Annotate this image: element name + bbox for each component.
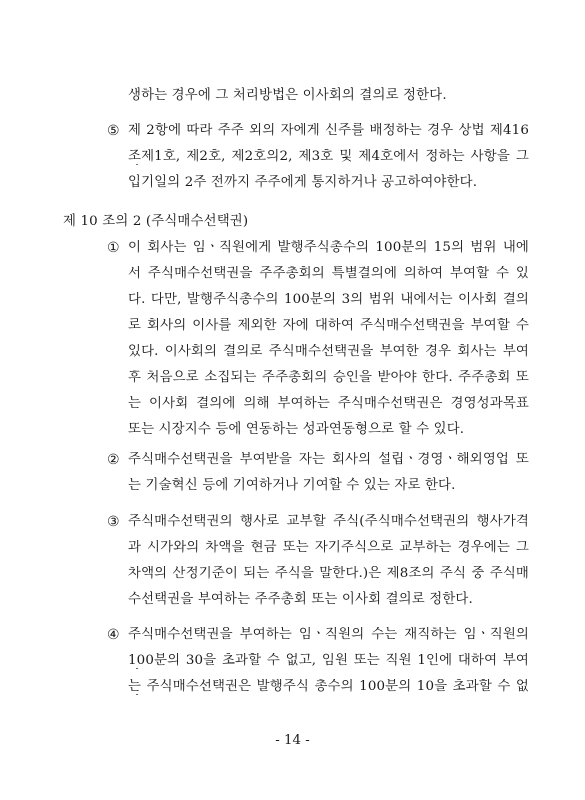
paragraph-line: 있다. 이사회의 결의로 주식매수선택권을 부여한 경우 회사는 부여 bbox=[128, 344, 529, 359]
paragraph-line: 후 처음으로 소집되는 주주총회의 승인을 받아야 한다. 주주총회 또 bbox=[128, 370, 529, 385]
paragraph-line: 주식매수선택권을 부여하는 임ㆍ직원의 수는 재직하는 임ㆍ직원의 bbox=[128, 627, 529, 642]
paragraph-line: 이 회사는 임ㆍ직원에게 발행주식총수의 100분의 15의 범위 내에 bbox=[128, 240, 529, 255]
paragraph-line: 는 이사회 결의에 의해 부여하는 주식매수선택권은 경영성과목표 bbox=[128, 396, 529, 411]
paragraph-line: 제 2항에 따라 주주 외의 자에게 신주를 배정하는 경우 상법 제416 bbox=[128, 123, 529, 138]
clause-number: ③ bbox=[107, 514, 120, 530]
paragraph-line: 로 회사의 이사를 제외한 자에 대하여 주식매수선택권을 부여할 수 bbox=[128, 318, 529, 333]
paragraph-line: 서 주식매수선택권을 주주총회의 특별결의에 의하여 부여할 수 있 bbox=[128, 266, 529, 281]
paragraph-line: 생하는 경우에 그 처리방법은 이사회의 결의로 정한다. bbox=[128, 88, 447, 103]
paragraph-line: 주식매수선택권의 행사로 교부할 주식(주식매수선택권의 행사가격 bbox=[128, 514, 529, 529]
clause-number: ② bbox=[107, 452, 120, 468]
clause-number: ④ bbox=[107, 627, 120, 643]
paragraph-line: 과 시가와의 차액을 현금 또는 자기주식으로 교부하는 경우에는 그 bbox=[128, 540, 529, 555]
clause-number: ① bbox=[107, 240, 120, 256]
paragraph-line: 조제1호, 제2호, 제2호의2, 제3호 및 제4호에서 정하는 사항을 그 bbox=[128, 149, 529, 164]
paragraph-line: 다. 다만, 발행주식총수의 100분의 3의 범위 내에서는 이사회 결의 bbox=[128, 292, 529, 307]
paragraph-line: 입기일의 2주 전까지 주주에게 통지하거나 공고하여야한다. bbox=[128, 175, 478, 190]
paragraph-line: 주식매수선택권을 부여받을 자는 회사의 설립ㆍ경영ㆍ해외영업 또 bbox=[128, 452, 529, 467]
paragraph-line: 100분의 30을 초과할 수 없고, 임원 또는 직원 1인에 대하여 부여 bbox=[128, 653, 529, 668]
paragraph-line: 또는 시장지수 등에 연동하는 성과연동형으로 할 수 있다. bbox=[128, 422, 465, 437]
paragraph-line: 는 기술혁신 등에 기여하거나 기여할 수 있는 자로 한다. bbox=[128, 478, 456, 493]
paragraph-line: 는 주식매수선택권은 발행주식 총수의 100분의 10을 초과할 수 없 bbox=[128, 679, 529, 694]
page-number: - 14 - bbox=[275, 733, 310, 748]
article-heading: 제 10 조의 2 (주식매수선택권) bbox=[63, 214, 249, 229]
paragraph-line: 차액의 산정기준이 되는 주식을 말한다.)은 제8조의 주식 중 주식매 bbox=[128, 566, 529, 581]
paragraph-line: 수선택권을 부여하는 주주총회 또는 이사회 결의로 정한다. bbox=[128, 592, 473, 607]
clause-number: ⑤ bbox=[107, 123, 120, 139]
